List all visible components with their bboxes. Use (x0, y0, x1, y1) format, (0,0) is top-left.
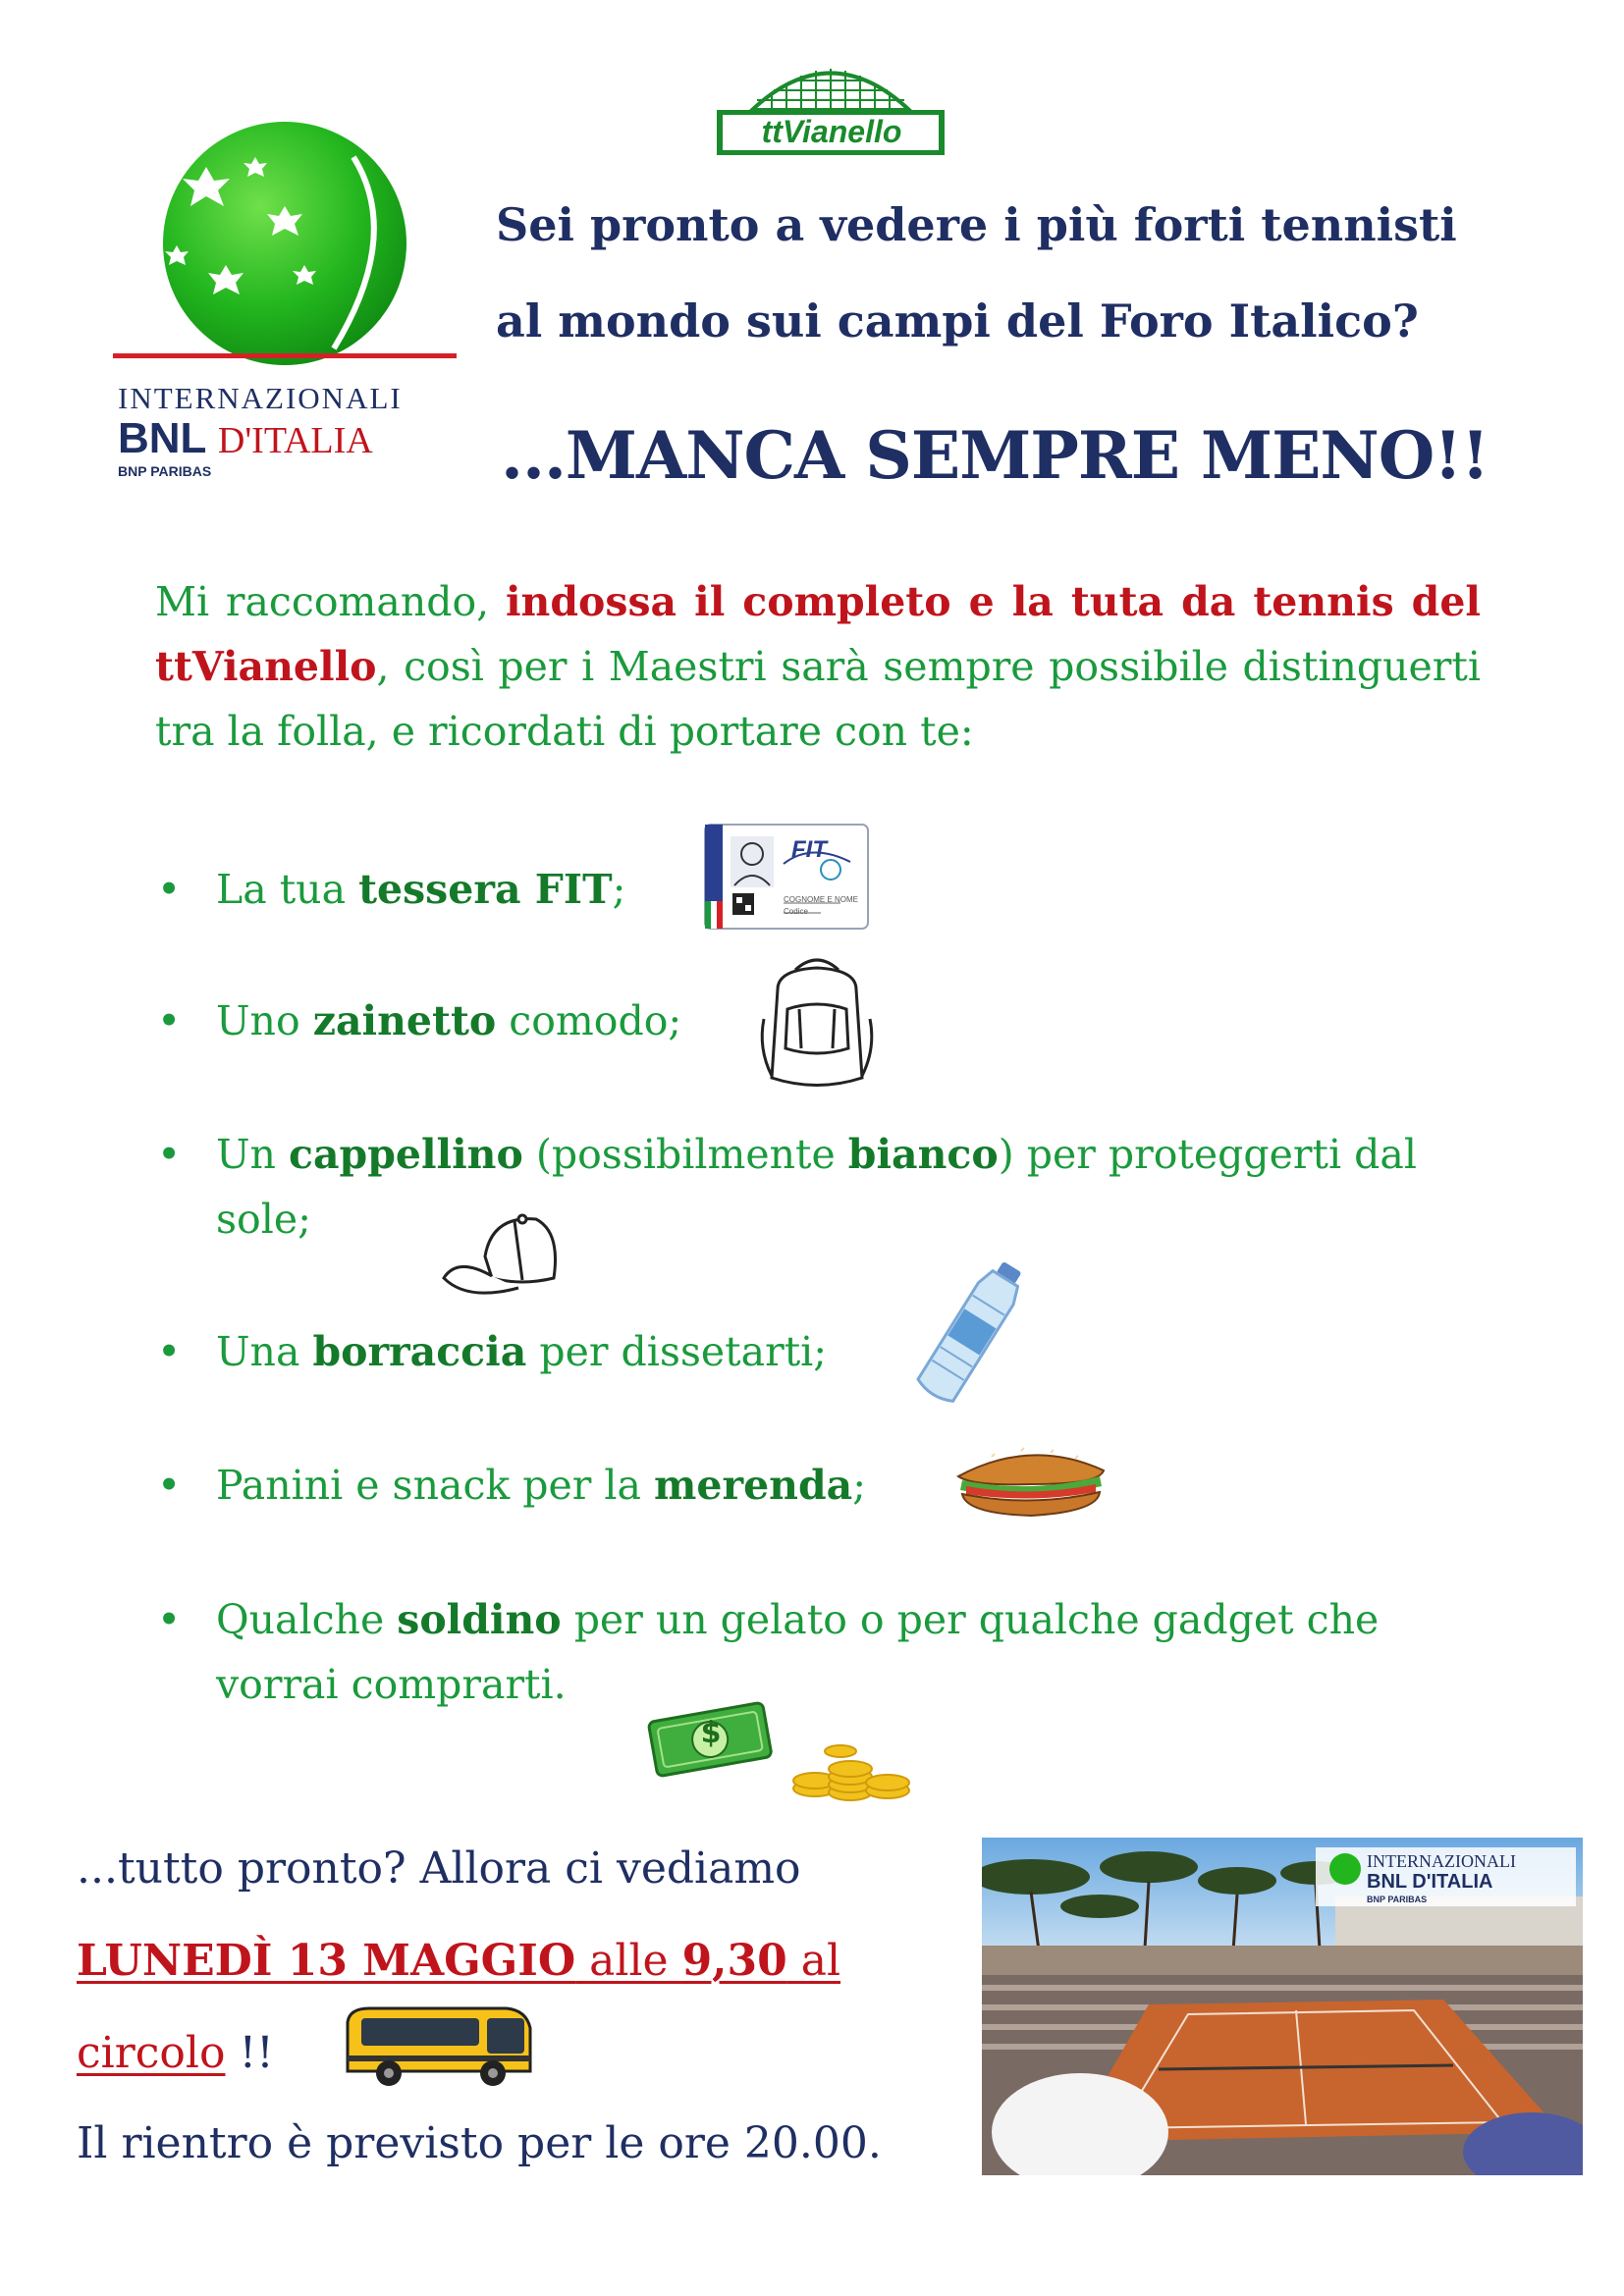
dollar-sign: $ (700, 1716, 722, 1750)
bnl-logo-bnl: BNL (118, 414, 206, 462)
stadium-photo (982, 1838, 1583, 2175)
photo-brand-line2: BNL D'ITALIA (1367, 1871, 1493, 1893)
headline-line2: al mondo sui campi del Foro Italico? (496, 294, 1419, 347)
photo-brand-line3: BNP PARIBAS (1367, 1895, 1428, 1904)
list-item-merenda (157, 1453, 1473, 1518)
bnl-logo-ditalia: D'ITALIA (217, 420, 373, 461)
water-bottle-icon (911, 1253, 1029, 1415)
photo-brand-line1: INTERNAZIONALI (1367, 1851, 1516, 1871)
bullet-icon: • (157, 1131, 182, 1178)
item-bold: zainetto (312, 997, 497, 1044)
headline-shout: ...MANCA SEMPRE MENO!! (501, 417, 1489, 494)
item-text: Panini e snack per la (216, 1462, 655, 1509)
sandwich-icon (952, 1443, 1110, 1522)
footer-alle: alle (575, 1936, 682, 1986)
coins-illustration (785, 1737, 923, 1806)
item-bold: bianco (847, 1131, 999, 1178)
bnl-logo-line1: INTERNAZIONALI (118, 381, 403, 415)
footer-line4: Il rientro è previsto per le ore 20.00. (77, 2118, 882, 2168)
fit-card-label: FIT (791, 836, 827, 863)
intro-part2: , così per i Maestri sarà sempre possibile distinguerti tra la folla, e ricordati di portare con te: (155, 643, 1481, 755)
item-bold: tessera FIT (358, 866, 613, 913)
footer-line3 (77, 2028, 274, 2078)
item-text: (possibilmente (522, 1131, 848, 1178)
footer-time: 9,30 (681, 1936, 787, 1986)
item-text: comodo; (496, 997, 682, 1044)
footer-excl: !! (225, 2028, 274, 2078)
bullet-icon: • (157, 997, 182, 1044)
item-bold: soldino (397, 1596, 562, 1643)
cap-icon (438, 1207, 566, 1306)
bnl-logo-bnp: BNP PARIBAS (118, 463, 212, 479)
list-item-soldino (157, 1587, 1414, 1717)
backpack-icon (748, 950, 886, 1097)
fit-card-name: COGNOME E NOME (784, 895, 859, 904)
list-item-borraccia (157, 1319, 1473, 1384)
bus-icon (340, 2002, 536, 2091)
coins-icon (785, 1737, 923, 1806)
footer-al: al (786, 1936, 841, 1986)
bus-illustration (340, 2002, 536, 2091)
item-text: Uno (216, 997, 313, 1044)
item-bold: merenda (654, 1462, 853, 1509)
item-text: Un (216, 1131, 289, 1178)
internazionali-bnl-logo (108, 118, 461, 479)
ttvianello-logo-text: ttVianello (761, 114, 902, 149)
intro-bold: indossa il completo e la tuta da tennis del ttVianello (155, 578, 1481, 690)
item-text: ) per proteggerti dal sole; (216, 1131, 1417, 1243)
cap-illustration (438, 1207, 566, 1306)
intro-part1: Mi raccomando, (155, 578, 506, 625)
bullet-icon: • (157, 1596, 182, 1643)
item-text: Qualche (216, 1596, 398, 1643)
water-bottle-illustration (911, 1253, 1029, 1415)
footer-line1: ...tutto pronto? Allora ci vediamo (77, 1843, 801, 1894)
item-text: Una (216, 1328, 313, 1375)
backpack-illustration (748, 950, 886, 1097)
item-bold: cappellino (289, 1131, 523, 1178)
banknote-illustration (646, 1694, 774, 1783)
item-text: per dissetarti; (526, 1328, 828, 1375)
ttvianello-logo (713, 51, 948, 159)
item-text: ; (852, 1462, 867, 1509)
bullet-icon: • (157, 1462, 182, 1509)
item-bold: borraccia (312, 1328, 527, 1375)
bullet-icon: • (157, 1328, 182, 1375)
footer-date: LUNEDÌ 13 MAGGIO (77, 1936, 576, 1986)
footer-line2 (77, 1936, 840, 1986)
bullet-icon: • (157, 866, 182, 913)
intro-paragraph (155, 569, 1481, 764)
sandwich-illustration (952, 1443, 1110, 1522)
footer-circolo: circolo (77, 2028, 226, 2078)
fit-card-illustration (703, 823, 870, 931)
headline-line1: Sei pronto a vedere i più forti tennisti (496, 198, 1457, 251)
item-text: ; (612, 866, 626, 913)
item-text: per un gelato o per qualche gadget che vorrai comprarti. (216, 1596, 1380, 1708)
list-item-cappellino (157, 1122, 1463, 1252)
item-text: La tua (216, 866, 359, 913)
fit-card-code: Codice (784, 907, 808, 916)
